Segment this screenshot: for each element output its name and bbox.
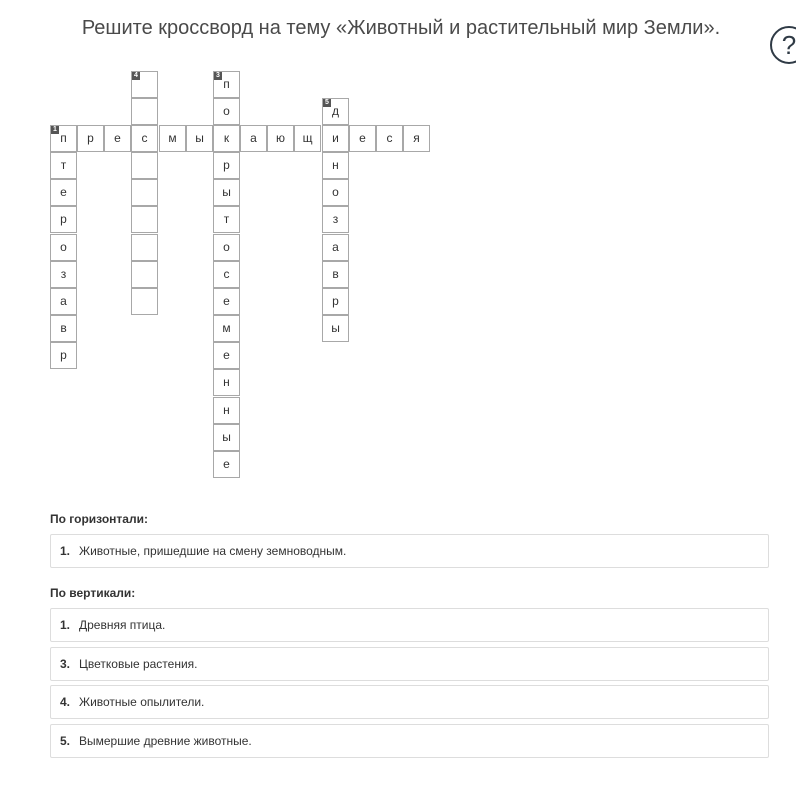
cell-letter: к — [223, 131, 230, 145]
cell-letter: а — [250, 131, 257, 145]
cell-letter: ы — [195, 131, 204, 145]
cell-down-4[interactable] — [131, 152, 158, 179]
cell-down-1[interactable] — [50, 179, 77, 206]
cell-letter: д — [331, 104, 339, 118]
page-title: Решите кроссворд на тему «Животный и растительный мир Земли». — [81, 17, 721, 39]
cell-letter: а — [60, 294, 67, 308]
cell-down-4[interactable] — [131, 288, 158, 315]
clue-down-4[interactable] — [50, 685, 769, 719]
cell-down-3[interactable] — [213, 369, 240, 396]
clue-text: Древняя птица. — [79, 618, 166, 632]
cell-down-5[interactable] — [322, 206, 349, 233]
clue-down-5[interactable] — [50, 724, 769, 758]
clue-number-badge: 4 — [132, 72, 140, 80]
cell-down-4[interactable] — [131, 179, 158, 206]
cell-letter: п — [60, 131, 67, 145]
cell-down-5[interactable] — [322, 315, 349, 342]
cell-across-1[interactable] — [349, 125, 376, 152]
cell-down-1[interactable] — [50, 152, 77, 179]
clue-number: 4. — [60, 695, 71, 709]
cell-across-1[interactable] — [50, 125, 77, 152]
cell-letter: я — [413, 131, 420, 145]
cell-letter: з — [332, 212, 339, 226]
across-heading: По горизонтали: — [50, 512, 148, 526]
clue-down-1[interactable] — [50, 608, 769, 642]
clue-number: 1. — [60, 618, 71, 632]
cell-down-5[interactable] — [322, 261, 349, 288]
cell-down-3[interactable] — [213, 342, 240, 369]
down-heading: По вертикали: — [50, 586, 136, 600]
cell-down-5[interactable] — [322, 179, 349, 206]
cell-down-3[interactable] — [213, 98, 240, 125]
cell-letter: и — [332, 131, 339, 145]
cell-down-3[interactable] — [213, 206, 240, 233]
cell-letter: р — [60, 212, 67, 226]
cell-down-4[interactable] — [131, 71, 158, 98]
cell-down-1[interactable] — [50, 261, 77, 288]
cell-down-3[interactable] — [213, 234, 240, 261]
cell-down-3[interactable] — [213, 315, 240, 342]
cell-letter: е — [223, 457, 230, 471]
clue-down-3[interactable] — [50, 647, 769, 681]
cell-letter: с — [223, 267, 230, 281]
clue-text: Животные опылители. — [79, 695, 205, 709]
cell-letter: н — [332, 158, 339, 172]
cell-across-1[interactable] — [159, 125, 186, 152]
cell-across-1[interactable] — [131, 125, 158, 152]
cell-down-4[interactable] — [131, 234, 158, 261]
cell-down-1[interactable] — [50, 342, 77, 369]
cell-across-1[interactable] — [322, 125, 349, 152]
cell-letter: е — [114, 131, 121, 145]
cell-down-5[interactable] — [322, 288, 349, 315]
cell-letter: е — [223, 294, 230, 308]
cell-across-1[interactable] — [213, 125, 240, 152]
cell-letter: е — [359, 131, 366, 145]
cell-letter: щ — [302, 131, 313, 145]
clue-across-1[interactable] — [50, 534, 769, 568]
cell-letter: о — [223, 240, 230, 254]
cell-down-3[interactable] — [213, 152, 240, 179]
cell-letter: ы — [331, 321, 340, 335]
clue-number: 5. — [60, 734, 71, 748]
cell-letter: ю — [276, 131, 285, 145]
cell-down-3[interactable] — [213, 424, 240, 451]
clue-number-badge: 3 — [214, 72, 222, 80]
cell-down-1[interactable] — [50, 234, 77, 261]
cell-down-3[interactable] — [213, 288, 240, 315]
cell-letter: м — [222, 321, 231, 335]
cell-down-1[interactable] — [50, 206, 77, 233]
cell-letter: р — [60, 348, 67, 362]
cell-letter: ы — [222, 430, 231, 444]
cell-down-1[interactable] — [50, 315, 77, 342]
cell-letter: в — [60, 321, 67, 335]
cell-letter: е — [60, 185, 67, 199]
cell-across-1[interactable] — [104, 125, 131, 152]
cell-down-5[interactable] — [322, 234, 349, 261]
cell-letter: з — [60, 267, 67, 281]
cell-letter: р — [332, 294, 339, 308]
cell-down-3[interactable] — [213, 179, 240, 206]
cell-letter: н — [223, 375, 230, 389]
cell-across-1[interactable] — [77, 125, 104, 152]
help-icon[interactable]: ? — [770, 26, 796, 64]
cell-letter: в — [332, 267, 339, 281]
cell-letter: о — [332, 185, 339, 199]
cell-letter: а — [332, 240, 339, 254]
cell-down-4[interactable] — [131, 206, 158, 233]
clue-text: Животные, пришедшие на смену земноводным. — [79, 544, 347, 558]
cell-letter: с — [141, 131, 148, 145]
clue-text: Цветковые растения. — [79, 657, 198, 671]
cell-letter: н — [223, 403, 230, 417]
cell-down-1[interactable] — [50, 288, 77, 315]
cell-across-1[interactable] — [267, 125, 294, 152]
cell-down-5[interactable] — [322, 152, 349, 179]
clue-number-badge: 5 — [323, 99, 331, 107]
cell-across-1[interactable] — [240, 125, 267, 152]
cell-down-3[interactable] — [213, 261, 240, 288]
clue-text: Вымершие древние животные. — [79, 734, 252, 748]
cell-across-1[interactable] — [186, 125, 213, 152]
cell-down-3[interactable] — [213, 397, 240, 424]
cell-down-3[interactable] — [213, 451, 240, 478]
cell-down-4[interactable] — [131, 98, 158, 125]
cell-across-1[interactable] — [403, 125, 430, 152]
cell-letter: т — [223, 212, 230, 226]
cell-letter: р — [87, 131, 94, 145]
cell-letter: ы — [222, 185, 231, 199]
cell-letter: о — [60, 240, 67, 254]
cell-letter: р — [223, 158, 230, 172]
clue-number-badge: 1 — [51, 126, 59, 134]
cell-down-3[interactable] — [213, 71, 240, 98]
cell-letter: т — [60, 158, 67, 172]
cell-down-4[interactable] — [131, 261, 158, 288]
cell-letter: п — [223, 77, 230, 91]
cell-letter: с — [386, 131, 393, 145]
cell-letter: о — [223, 104, 230, 118]
cell-down-5[interactable] — [322, 98, 349, 125]
clue-number: 1. — [60, 544, 71, 558]
cell-letter: м — [168, 131, 177, 145]
cell-letter: е — [223, 348, 230, 362]
clue-number: 3. — [60, 657, 71, 671]
cell-across-1[interactable] — [294, 125, 321, 152]
cell-across-1[interactable] — [376, 125, 403, 152]
